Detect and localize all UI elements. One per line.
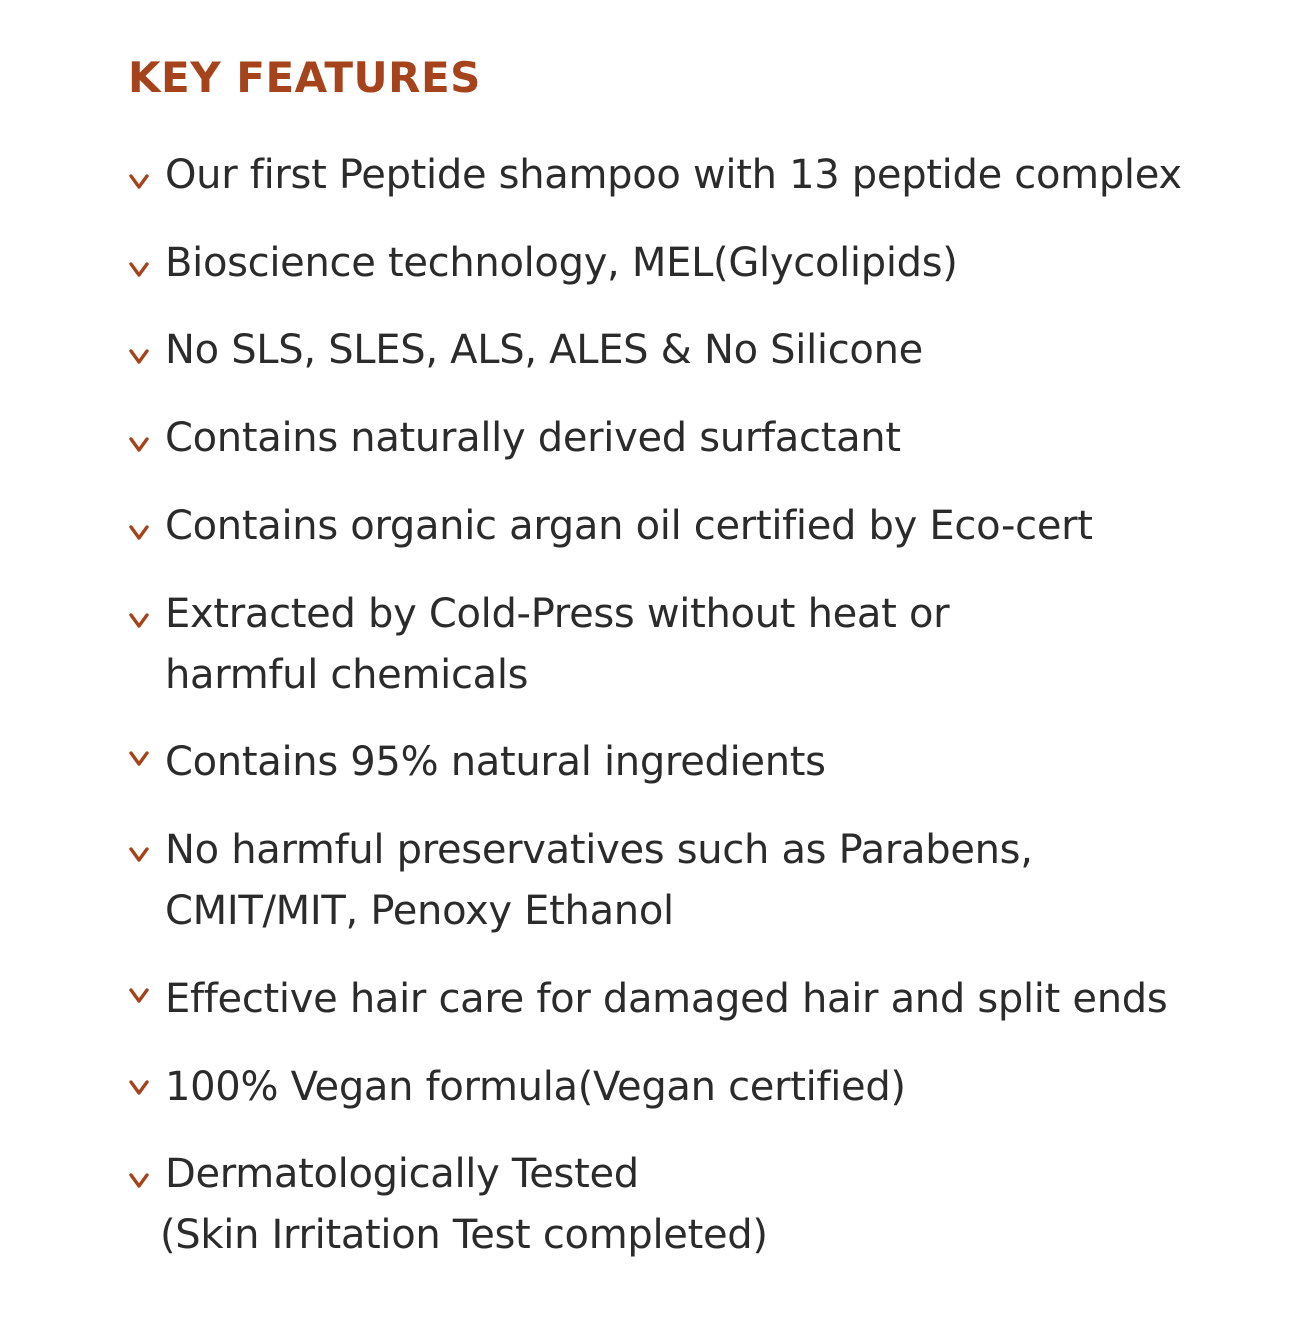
feature-line: Contains naturally derived surfactant	[165, 415, 901, 461]
feature-item	[128, 1057, 1248, 1118]
feature-item	[128, 1144, 1248, 1266]
feature-text	[165, 820, 1033, 942]
feature-item	[128, 496, 1248, 557]
checkmark-icon	[128, 169, 150, 191]
feature-item	[128, 732, 1248, 793]
section-heading: KEY FEATURES	[128, 53, 481, 102]
feature-line: Our first Peptide shampoo with 13 peptide complex	[165, 152, 1182, 198]
feature-line: Bioscience technology, MEL(Glycolipids)	[165, 240, 958, 286]
feature-item	[128, 145, 1248, 206]
feature-line-continued: (Skin Irritation Test completed)	[160, 1212, 768, 1258]
feature-text	[165, 732, 826, 793]
feature-text	[165, 1057, 906, 1118]
feature-line: Contains 95% natural ingredients	[165, 739, 826, 785]
feature-text	[165, 969, 1167, 1030]
feature-text	[165, 320, 923, 381]
feature-item	[128, 233, 1248, 294]
checkmark-icon	[128, 842, 150, 864]
feature-line: Contains organic argan oil certified by Eco-cert	[165, 503, 1093, 549]
feature-line: No SLS, SLES, ALS, ALES & No Silicone	[165, 327, 923, 373]
feature-item	[128, 584, 1248, 706]
feature-item	[128, 408, 1248, 469]
checkmark-icon	[128, 257, 150, 279]
feature-item	[128, 320, 1248, 381]
checkmark-icon	[128, 608, 150, 630]
feature-item	[128, 969, 1248, 1030]
feature-text	[165, 408, 901, 469]
feature-line-continued: CMIT/MIT, Penoxy Ethanol	[165, 888, 674, 934]
feature-line-continued: harmful chemicals	[165, 652, 529, 698]
feature-item	[128, 820, 1248, 942]
feature-line: Extracted by Cold-Press without heat or	[165, 591, 950, 637]
feature-line: Dermatologically Tested	[165, 1151, 639, 1197]
feature-text	[165, 145, 1182, 206]
feature-text	[165, 496, 1093, 557]
checkmark-icon	[128, 983, 150, 1005]
feature-text	[160, 1144, 768, 1266]
feature-text	[165, 233, 958, 294]
checkmark-icon	[128, 344, 150, 366]
checkmark-icon	[128, 1075, 150, 1097]
checkmark-icon	[128, 1168, 150, 1190]
feature-line: No harmful preservatives such as Parabens,	[165, 827, 1033, 873]
feature-line: 100% Vegan formula(Vegan certified)	[165, 1064, 906, 1110]
feature-line: Effective hair care for damaged hair and split ends	[165, 976, 1168, 1022]
checkmark-icon	[128, 746, 150, 768]
feature-text	[165, 584, 949, 706]
checkmark-icon	[128, 520, 150, 542]
checkmark-icon	[128, 432, 150, 454]
